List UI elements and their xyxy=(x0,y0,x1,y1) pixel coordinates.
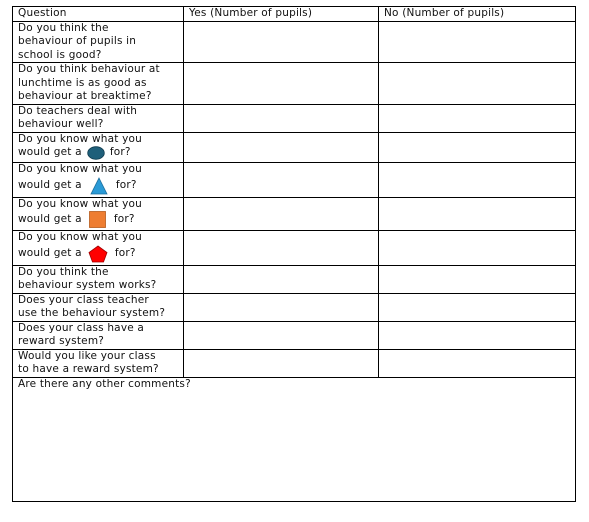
comments-row xyxy=(13,377,576,501)
table-row xyxy=(13,349,576,377)
question-text: Do you know what you xyxy=(18,231,142,243)
question-text: would get a xyxy=(18,212,82,225)
no-cell[interactable] xyxy=(379,163,576,198)
header-question: Question xyxy=(13,7,184,22)
yes-cell[interactable] xyxy=(184,321,379,349)
question-text: for? xyxy=(115,178,137,191)
table-row xyxy=(13,265,576,293)
yes-cell[interactable] xyxy=(184,132,379,163)
no-cell[interactable] xyxy=(379,265,576,293)
question-cell xyxy=(13,321,184,349)
question-text: use the behaviour system? xyxy=(18,307,166,319)
table-row xyxy=(13,197,576,231)
yes-cell[interactable] xyxy=(184,104,379,132)
question-cell xyxy=(13,197,184,231)
question-text: Do you think the xyxy=(18,21,109,34)
blue-oval-icon xyxy=(87,146,105,160)
question-text: school is good? xyxy=(18,48,102,61)
question-text: Do you think the xyxy=(18,265,109,278)
question-text: behaviour system works? xyxy=(18,279,157,291)
no-cell[interactable] xyxy=(379,63,576,105)
question-cell xyxy=(13,63,184,105)
orange-square-icon xyxy=(89,211,106,228)
yes-cell[interactable] xyxy=(184,163,379,198)
question-text: Does your class have a xyxy=(18,321,145,334)
no-cell[interactable] xyxy=(379,104,576,132)
question-text: Does your class teacher xyxy=(18,293,149,306)
yes-cell[interactable] xyxy=(184,265,379,293)
no-cell[interactable] xyxy=(379,231,576,266)
question-text: Do you think behaviour at xyxy=(18,63,160,75)
table-row xyxy=(13,63,576,105)
comments-label: Are there any other comments? xyxy=(18,377,191,390)
behaviour-survey-table xyxy=(12,6,576,502)
question-cell xyxy=(13,231,184,266)
question-cell xyxy=(13,293,184,321)
question-text: would get a xyxy=(18,146,82,159)
comments-cell[interactable] xyxy=(13,377,576,501)
table-row xyxy=(13,104,576,132)
question-text: Do you know what you xyxy=(18,197,142,210)
question-text: behaviour of pupils in xyxy=(18,35,137,47)
no-cell[interactable] xyxy=(379,197,576,231)
yes-cell[interactable] xyxy=(184,197,379,231)
question-text: would get a xyxy=(18,246,82,259)
question-text: behaviour at breaktime? xyxy=(18,90,152,102)
yes-cell[interactable] xyxy=(184,349,379,377)
question-text: Do you know what you xyxy=(18,132,142,145)
yes-cell[interactable] xyxy=(184,21,379,63)
question-text: Do teachers deal with xyxy=(18,104,138,117)
question-cell xyxy=(13,265,184,293)
yes-cell[interactable] xyxy=(184,63,379,105)
no-cell[interactable] xyxy=(379,132,576,163)
question-cell xyxy=(13,21,184,63)
header-no: No (Number of pupils) xyxy=(379,7,576,22)
table-row xyxy=(13,321,576,349)
blue-triangle-icon xyxy=(90,177,108,195)
no-cell[interactable] xyxy=(379,21,576,63)
question-text: for? xyxy=(113,212,135,225)
header-row xyxy=(13,7,576,22)
no-cell[interactable] xyxy=(379,321,576,349)
question-text: for? xyxy=(114,246,136,259)
question-text: Do you know what you xyxy=(18,163,142,175)
yes-cell[interactable] xyxy=(184,293,379,321)
yes-cell[interactable] xyxy=(184,231,379,266)
table-row xyxy=(13,163,576,198)
no-cell[interactable] xyxy=(379,349,576,377)
no-cell[interactable] xyxy=(379,293,576,321)
question-text: for? xyxy=(109,146,131,159)
question-cell xyxy=(13,163,184,198)
table-row xyxy=(13,21,576,63)
question-cell xyxy=(13,349,184,377)
table-row xyxy=(13,293,576,321)
question-text: Would you like your class xyxy=(18,349,156,362)
question-cell xyxy=(13,132,184,163)
question-text: reward system? xyxy=(18,335,105,347)
question-text: lunchtime is as good as xyxy=(18,76,147,89)
question-text: would get a xyxy=(18,178,82,191)
question-text: to have a reward system? xyxy=(18,363,159,375)
header-yes: Yes (Number of pupils) xyxy=(184,7,379,22)
question-cell xyxy=(13,104,184,132)
red-pentagon-icon xyxy=(88,245,108,263)
question-text: behaviour well? xyxy=(18,118,104,130)
table-row xyxy=(13,132,576,163)
table-row xyxy=(13,231,576,266)
